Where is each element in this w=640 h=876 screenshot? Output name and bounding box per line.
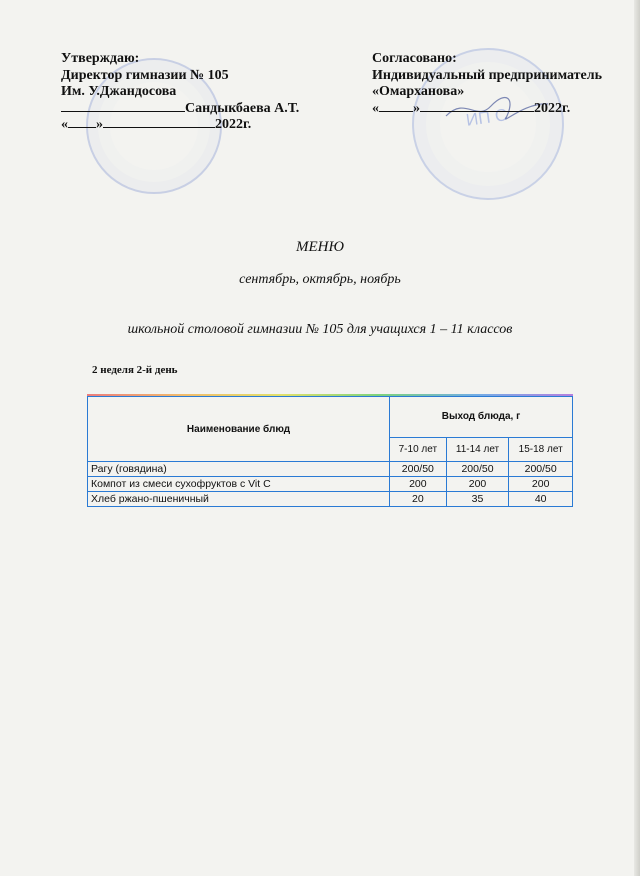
- header-age-15-18: 15-18 лет: [509, 437, 573, 461]
- dish-value: 200: [446, 477, 509, 492]
- table-row: [88, 492, 573, 507]
- date-year: 2022г.: [534, 100, 571, 116]
- menu-title: МЕНЮ: [296, 239, 344, 255]
- dish-name: Хлеб ржано-пшеничный: [88, 492, 390, 507]
- header-output: Выход блюда, г: [390, 397, 573, 438]
- approval-right-date: [372, 101, 602, 118]
- dish-name: Компот из смеси сухофруктов с Vit C: [88, 477, 390, 492]
- table-row: [88, 462, 573, 477]
- date-close-quote: »: [413, 100, 420, 116]
- menu-school-line: школьной столовой гимназии № 105 для учащихся 1 – 11 классов: [127, 322, 513, 337]
- approval-block-right: [372, 51, 602, 117]
- dish-name: Рагу (говядина): [88, 462, 390, 477]
- dish-value: 200/50: [446, 462, 509, 477]
- date-month-line: [103, 127, 215, 128]
- header-age-11-14: 11-14 лет: [446, 437, 509, 461]
- date-year: 2022г.: [215, 117, 252, 132]
- approval-right-position: Индивидуальный предприниматель: [372, 67, 603, 83]
- date-month-line: [420, 111, 534, 112]
- menu-months: сентябрь, октябрь, ноябрь: [239, 272, 401, 287]
- approval-right-name: «Омарханова»: [372, 84, 465, 99]
- dish-value: 20: [390, 492, 447, 507]
- date-open-quote: «: [372, 100, 379, 116]
- approval-block-left: [61, 51, 299, 134]
- dish-value: 200: [390, 477, 447, 492]
- menu-table: [87, 396, 573, 507]
- page-edge: [634, 0, 640, 876]
- dish-value: 200: [509, 477, 573, 492]
- approval-left-signer: Сандыкбаева А.Т.: [185, 100, 300, 116]
- menu-day-label: 2 неделя 2-й день: [92, 364, 178, 376]
- date-day-line: [68, 127, 96, 128]
- date-day-line: [379, 111, 413, 112]
- approval-left-heading: Утверждаю:: [61, 51, 140, 66]
- approval-left-position: Директор гимназии № 105: [61, 67, 229, 83]
- date-close-quote: »: [96, 117, 103, 132]
- approval-right-heading: Согласовано:: [372, 51, 457, 66]
- dish-value: 35: [446, 492, 509, 507]
- approval-left-name: Им. У.Джандосова: [61, 84, 177, 99]
- dish-value: 200/50: [509, 462, 573, 477]
- stamp-right-text: ИП С: [464, 105, 509, 130]
- header-age-7-10: 7-10 лет: [390, 437, 447, 461]
- dish-value: 40: [509, 492, 573, 507]
- approval-left-date: [61, 117, 299, 134]
- dish-value: 200/50: [390, 462, 447, 477]
- table-row: [88, 477, 573, 492]
- header-dish-name: Наименование блюд: [88, 397, 390, 462]
- signature-underline: [61, 111, 185, 112]
- approval-left-signature-line: [61, 101, 299, 118]
- date-open-quote: «: [61, 117, 68, 132]
